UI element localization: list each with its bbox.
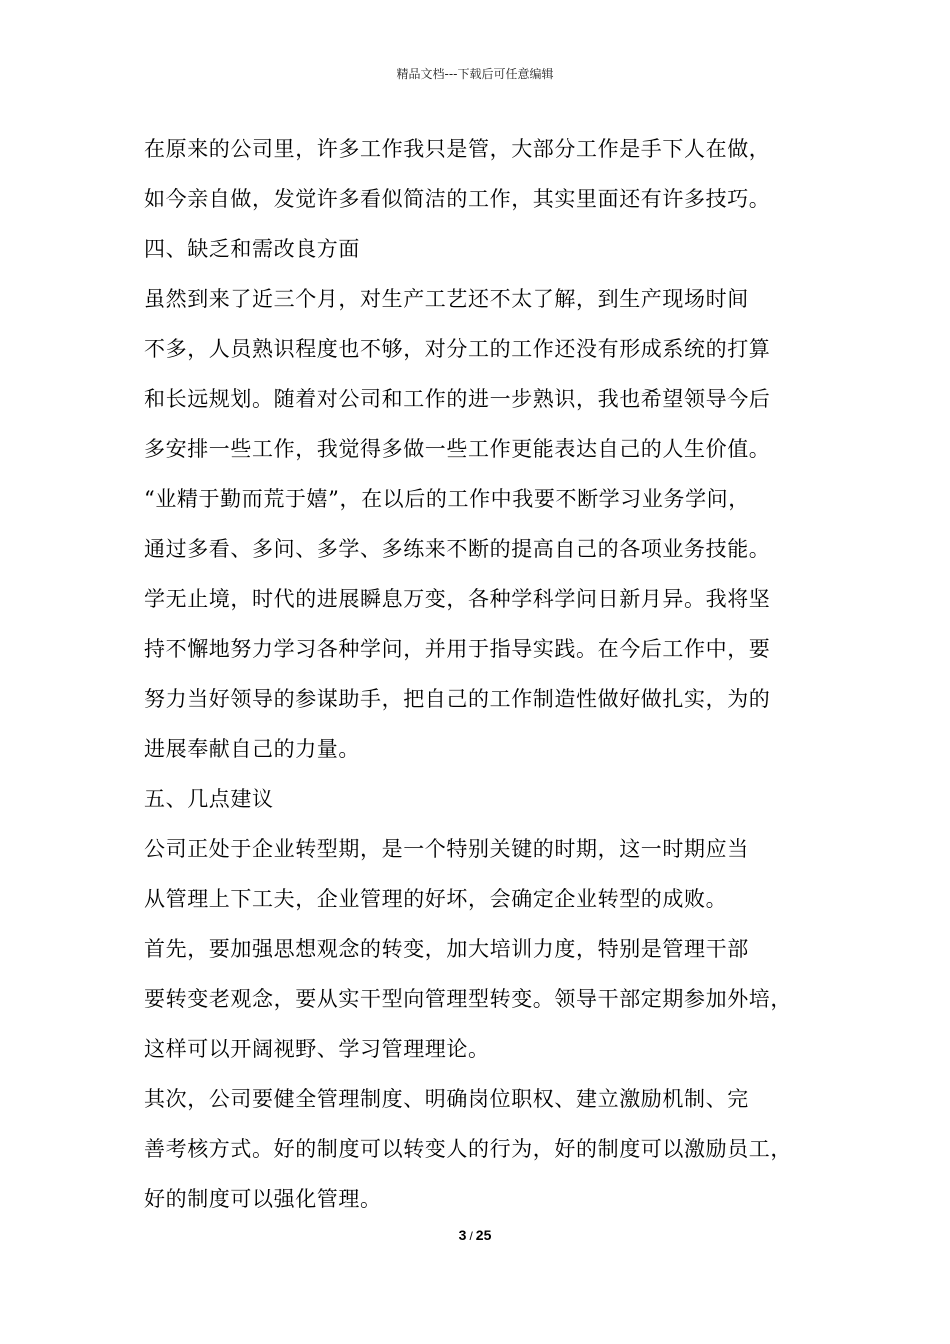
page-header: 精品文档---下载后可任意编辑 — [396, 67, 554, 81]
body-line: 虽然到来了近三个月，对生产工艺还不太了解，到生产现场时间 — [144, 287, 749, 311]
body-line: 在原来的公司里，许多工作我只是管，大部分工作是手下人在做， — [144, 137, 771, 161]
body-line: 通过多看、多问、多学、多练来不断的提高自己的各项业务技能。 — [144, 537, 771, 561]
body-line: 其次，公司要健全管理制度、明确岗位职权、建立激励机制、完 — [144, 1087, 749, 1111]
total-pages-number: 25 — [475, 1227, 492, 1243]
body-line: 公司正处于企业转型期，是一个特别关键的时期，这一时期应当 — [144, 837, 749, 861]
body-line: 进展奉献自己的力量。 — [144, 737, 360, 761]
body-line: 好的制度可以强化管理。 — [144, 1187, 382, 1211]
section-heading: 四、缺乏和需改良方面 — [144, 237, 360, 261]
body-line: 学无止境，时代的进展瞬息万变，各种学科学问日新月异。我将坚 — [144, 587, 771, 611]
page-footer — [0, 1226, 950, 1245]
current-page-number: 3 — [458, 1227, 467, 1243]
body-line: 善考核方式。好的制度可以转变人的行为，好的制度可以激励员工， — [144, 1137, 792, 1161]
body-line: “业精于勤而荒于嬉”，在以后的工作中我要不断学习业务学问， — [144, 487, 750, 511]
section-heading: 五、几点建议 — [144, 787, 274, 811]
body-line: 如今亲自做，发觉许多看似简洁的工作，其实里面还有许多技巧。 — [144, 187, 771, 211]
page-separator: / — [469, 1229, 473, 1243]
body-line: 不多，人员熟识程度也不够，对分工的工作还没有形成系统的打算 — [144, 337, 771, 361]
body-line: 要转变老观念，要从实干型向管理型转变。领导干部定期参加外培， — [144, 987, 792, 1011]
body-line: 从管理上下工夫，企业管理的好坏，会确定企业转型的成败。 — [144, 887, 728, 911]
body-line: 和长远规划。随着对公司和工作的进一步熟识，我也希望领导今后 — [144, 387, 771, 411]
body-line: 努力当好领导的参谋助手，把自己的工作制造性做好做扎实，为的 — [144, 687, 771, 711]
body-line: 多安排一些工作，我觉得多做一些工作更能表达自己的人生价值。 — [144, 437, 771, 461]
body-line: 首先，要加强思想观念的转变，加大培训力度，特别是管理干部 — [144, 937, 749, 961]
body-line: 这样可以开阔视野、学习管理理论。 — [144, 1037, 490, 1061]
body-line: 持不懈地努力学习各种学问，并用于指导实践。在今后工作中，要 — [144, 637, 771, 661]
